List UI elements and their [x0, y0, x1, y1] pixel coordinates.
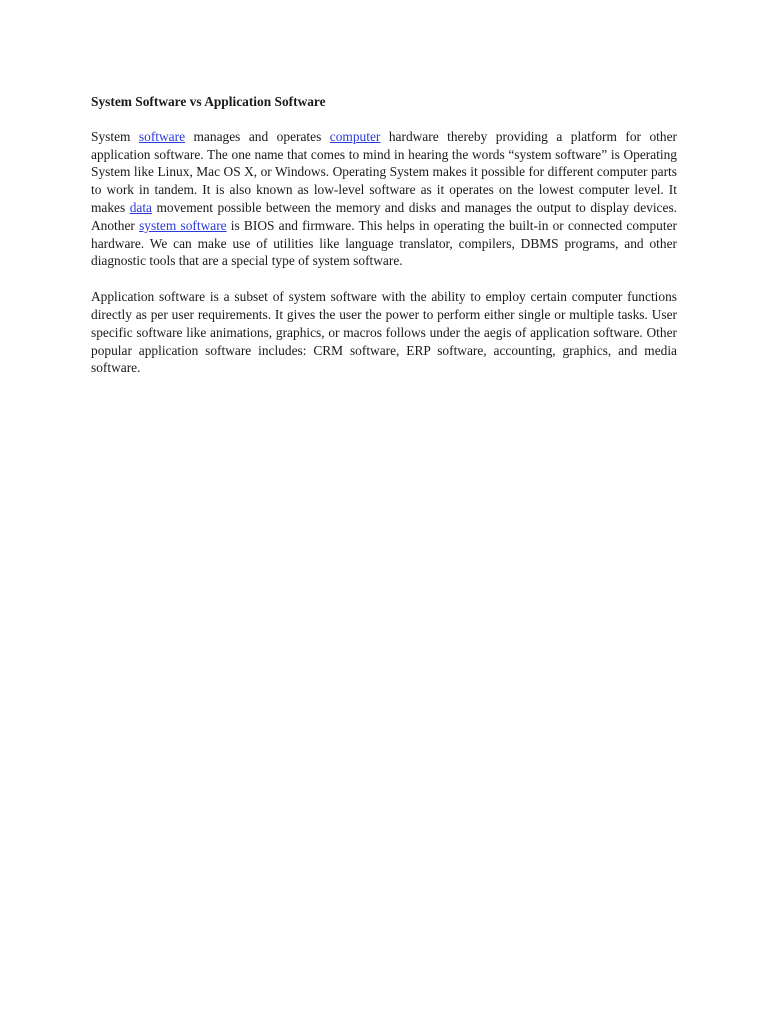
paragraph-text: manages and operates: [185, 128, 330, 144]
paragraph-text: is BIOS and firmware. This helps in operating the built-in or connected computer hardware. We can make use of utilities like language translator, compilers, DBMS programs, and other diagnostic tools that are a special type of system software.: [91, 217, 677, 269]
link-computer[interactable]: computer: [329, 128, 381, 144]
document-page: [91, 93, 677, 395]
paragraph-application-software: Application software is a subset of system software with the ability to employ certain computer functions directly as per user requirements. It gives the user the power to perform either single or multiple tasks. User specific software like animations, graphics, or macros follows under the aegis of application software. Other popular application software includes: CRM software, ERP software, accounting, graphics, and media software.: [91, 289, 677, 376]
document-title: System Software vs Application Software: [91, 94, 326, 109]
link-data[interactable]: data: [129, 199, 153, 215]
paragraph-text: System: [91, 128, 139, 144]
link-system-software[interactable]: system software: [139, 217, 227, 233]
link-software[interactable]: software: [138, 128, 186, 144]
paragraph-text: movement possible between the memory and disks and manages the output to display devices. Another: [91, 199, 678, 233]
paragraph-system-software: [91, 128, 677, 270]
paragraph-text: hardware thereby providing a platform for other application software. The one name that comes to mind in hearing the words “system software” is Operating System like Linux, Mac OS X, or Windows. Operating System makes it possible for different computer parts to work in tandem. It is also known as low-level software as it operates on the lowest computer level. It makes: [91, 128, 677, 215]
